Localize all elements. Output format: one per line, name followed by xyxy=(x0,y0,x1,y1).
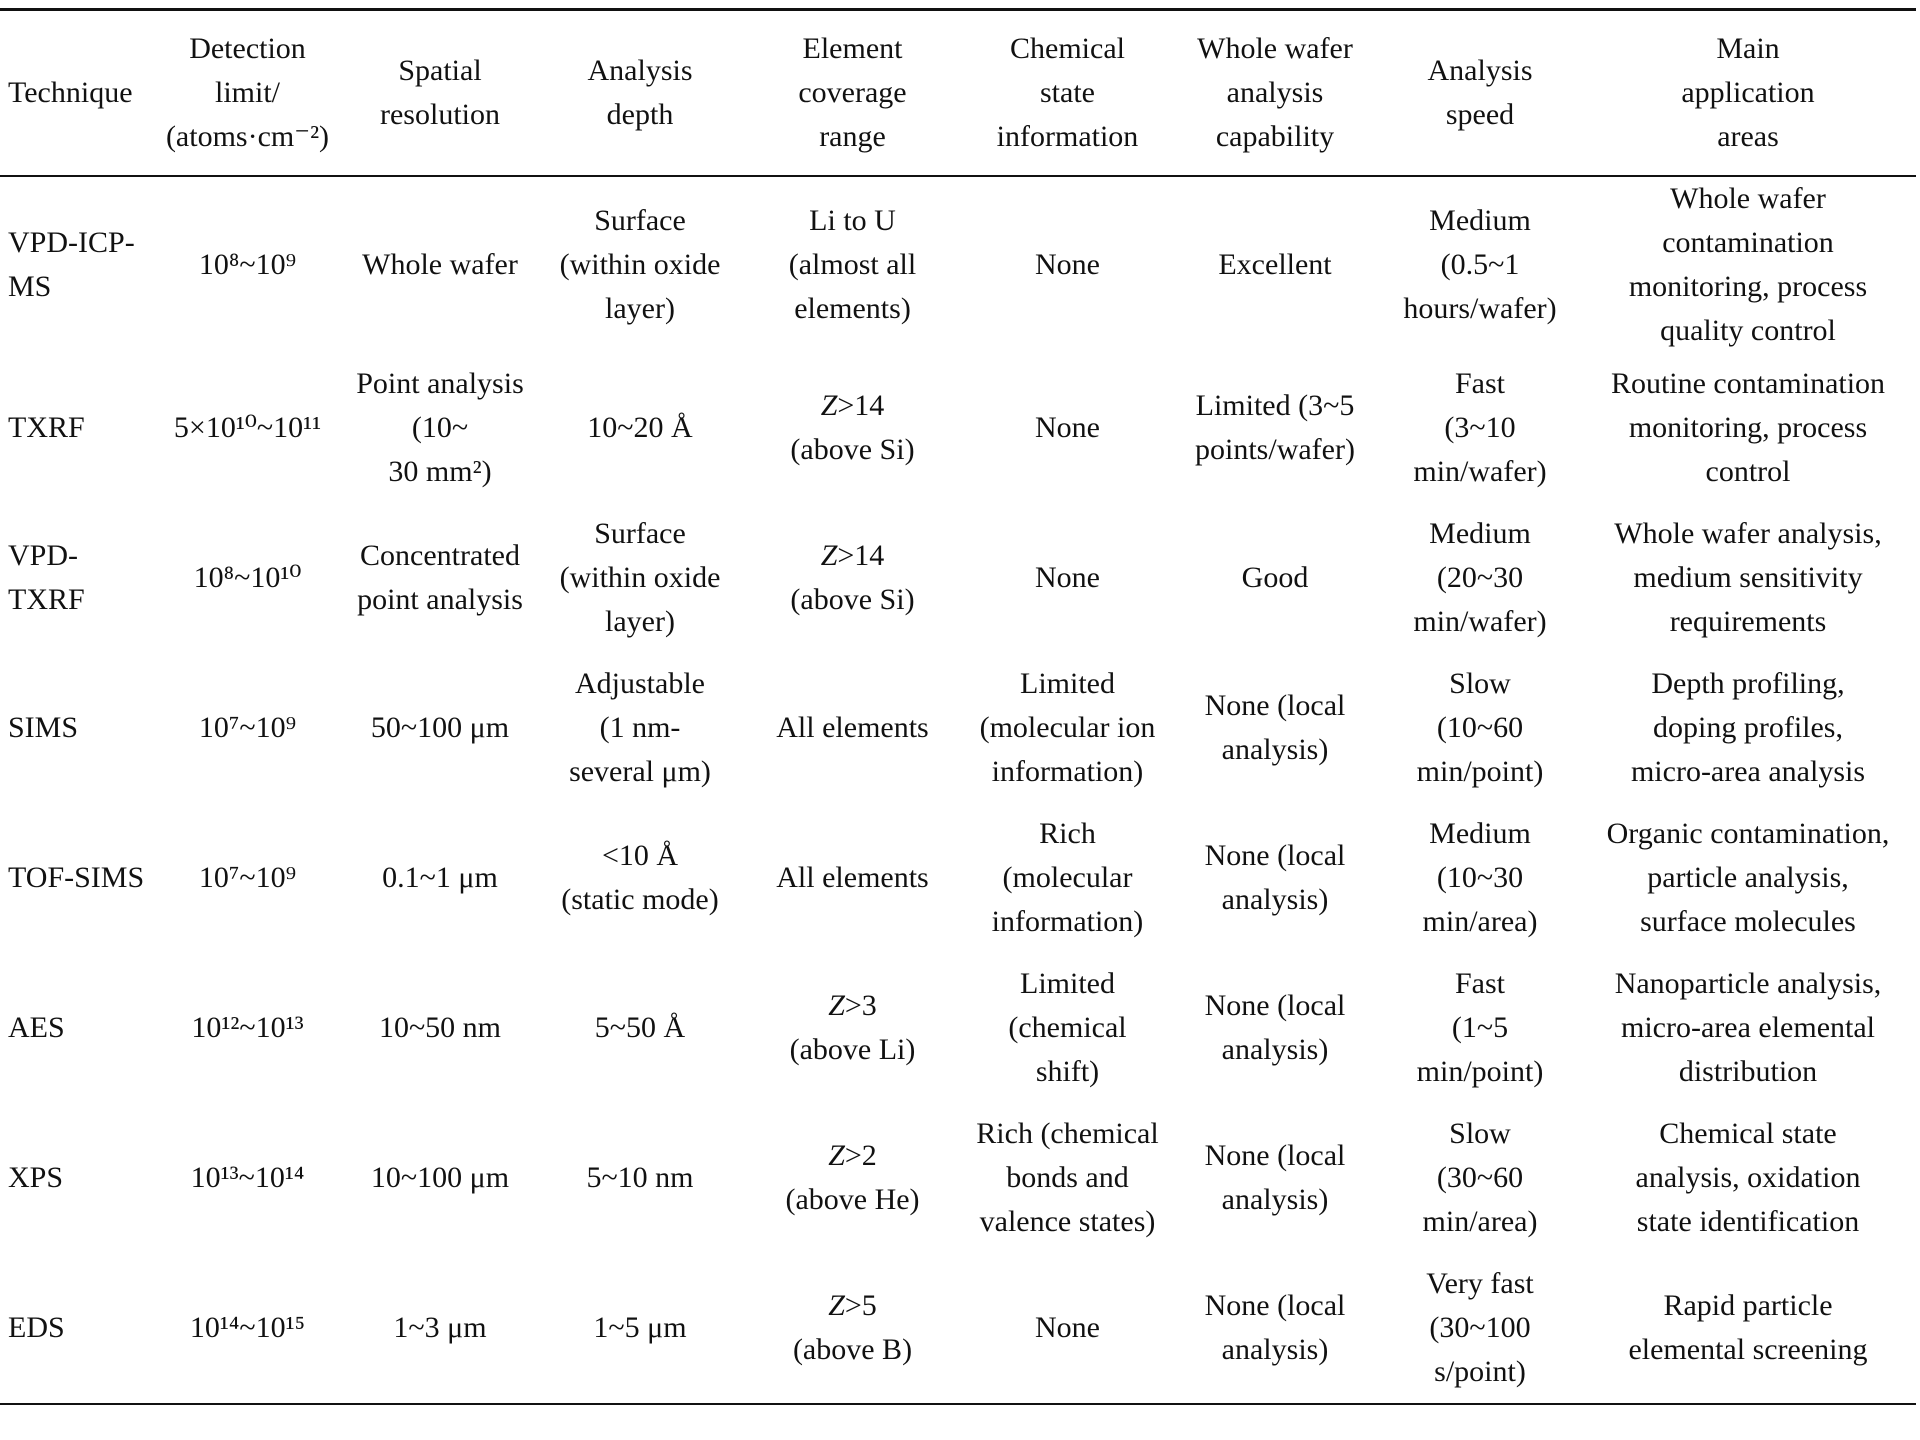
header-line: (atoms·cm⁻²) xyxy=(165,120,330,153)
header-line: range xyxy=(819,120,886,153)
cell-line: (3~10 xyxy=(1444,411,1516,444)
header-line: analysis xyxy=(1226,76,1324,109)
cell-line: (above B) xyxy=(792,1333,913,1366)
header-applications xyxy=(1580,10,1916,177)
cell-line: micro-area analysis xyxy=(1630,755,1866,788)
header-whole-wafer xyxy=(1170,10,1380,177)
cell-detection-limit xyxy=(155,653,340,803)
cell-line: elemental screening xyxy=(1628,1333,1868,1366)
cell-element-coverage xyxy=(740,953,965,1103)
cell-technique xyxy=(0,353,155,503)
cell-line: VPD-ICP- xyxy=(8,226,135,259)
cell-applications xyxy=(1580,1253,1916,1404)
cell-applications xyxy=(1580,176,1916,353)
cell-line: min/wafer) xyxy=(1413,455,1547,488)
cell-line: (10~30 xyxy=(1436,861,1524,894)
cell-line: analysis) xyxy=(1221,1033,1329,1066)
header-chemical-state xyxy=(965,10,1170,177)
cell-detection-limit xyxy=(155,353,340,503)
header-analysis-speed xyxy=(1380,10,1580,177)
cell-whole-wafer xyxy=(1170,1253,1380,1404)
technique-comparison-table xyxy=(0,8,1916,1405)
cell-line: shift) xyxy=(1035,1055,1100,1088)
cell-line: Whole wafer xyxy=(362,248,518,281)
header-line: information xyxy=(996,120,1139,153)
cell-line: elements) xyxy=(794,292,911,325)
cell-technique xyxy=(0,803,155,953)
cell-line: (1 nm- xyxy=(599,711,681,744)
cell-line: Depth profiling, xyxy=(1651,667,1845,700)
cell-technique xyxy=(0,953,155,1103)
cell-line: Nanoparticle analysis, xyxy=(1614,967,1882,1000)
cell-line: None xyxy=(1035,561,1100,594)
cell-analysis-depth xyxy=(540,176,740,353)
cell-line: Rich (chemical xyxy=(976,1117,1159,1150)
cell-line: (1~5 xyxy=(1451,1011,1509,1044)
cell-line: Whole wafer xyxy=(1670,182,1826,215)
cell-line: Z>3 xyxy=(828,989,877,1022)
header-line: application xyxy=(1681,76,1815,109)
cell-whole-wafer xyxy=(1170,953,1380,1103)
cell-line: Rapid particle xyxy=(1663,1289,1833,1322)
cell-line: None (local xyxy=(1204,839,1346,872)
cell-analysis-depth xyxy=(540,503,740,653)
cell-analysis-speed xyxy=(1380,176,1580,353)
cell-line: layer) xyxy=(605,292,675,325)
cell-line: micro-area elemental xyxy=(1620,1011,1875,1044)
header-line: limit/ xyxy=(214,76,280,109)
cell-technique xyxy=(0,176,155,353)
cell-line: bonds and xyxy=(1006,1161,1129,1194)
table-header xyxy=(0,10,1916,177)
cell-line: Limited xyxy=(1020,667,1115,700)
cell-line: (molecular xyxy=(1002,861,1133,894)
cell-line: Surface xyxy=(594,204,686,237)
cell-line: (30~100 xyxy=(1429,1311,1531,1344)
cell-chemical-state xyxy=(965,353,1170,503)
cell-line: SIMS xyxy=(8,711,79,744)
cell-line: particle analysis, xyxy=(1647,861,1849,894)
cell-whole-wafer xyxy=(1170,353,1380,503)
cell-chemical-state xyxy=(965,803,1170,953)
cell-line: point analysis xyxy=(357,583,523,616)
cell-whole-wafer xyxy=(1170,803,1380,953)
cell-spatial-resolution xyxy=(340,1103,540,1253)
cell-applications xyxy=(1580,953,1916,1103)
header-line: Element xyxy=(802,32,903,65)
cell-line: Medium xyxy=(1429,204,1531,237)
cell-line: Routine contamination xyxy=(1610,367,1886,400)
table-row xyxy=(0,653,1916,803)
cell-line: Z>2 xyxy=(828,1139,877,1172)
header-line: Spatial xyxy=(398,54,482,87)
cell-line: min/area) xyxy=(1422,905,1538,938)
cell-line: 30 mm²) xyxy=(388,455,492,488)
header-line: coverage xyxy=(798,76,907,109)
cell-line: Chemical state xyxy=(1659,1117,1837,1150)
cell-line: (above Si) xyxy=(790,433,915,466)
cell-line: (above Li) xyxy=(789,1033,916,1066)
cell-line: 10⁷~10⁹ xyxy=(198,861,297,894)
cell-line: Limited xyxy=(1020,967,1115,1000)
cell-element-coverage xyxy=(740,803,965,953)
cell-line: Fast xyxy=(1454,367,1505,400)
cell-line: (within oxide xyxy=(559,248,721,281)
cell-line: min/wafer) xyxy=(1413,605,1547,638)
cell-line: TOF-SIMS xyxy=(8,861,145,894)
table-row xyxy=(0,803,1916,953)
cell-line: 50~100 μm xyxy=(370,711,510,744)
cell-line: valence states) xyxy=(979,1205,1156,1238)
cell-line: requirements xyxy=(1669,605,1827,638)
cell-line: doping profiles, xyxy=(1653,711,1843,744)
cell-element-coverage xyxy=(740,503,965,653)
cell-line: control xyxy=(1705,455,1791,488)
cell-analysis-depth xyxy=(540,653,740,803)
cell-line: (0.5~1 xyxy=(1440,248,1520,281)
cell-line: information) xyxy=(991,755,1144,788)
header-line: areas xyxy=(1717,120,1779,153)
cell-line: Medium xyxy=(1429,517,1531,550)
cell-analysis-speed xyxy=(1380,803,1580,953)
cell-detection-limit xyxy=(155,953,340,1103)
cell-line: Whole wafer analysis, xyxy=(1614,517,1882,550)
cell-line: information) xyxy=(991,905,1144,938)
cell-applications xyxy=(1580,803,1916,953)
cell-line: Z>5 xyxy=(828,1289,877,1322)
cell-line: hours/wafer) xyxy=(1403,292,1557,325)
header-line: state xyxy=(1040,76,1095,109)
cell-technique xyxy=(0,1253,155,1404)
cell-line: Good xyxy=(1241,561,1309,594)
cell-line: Limited (3~5 xyxy=(1195,389,1355,422)
cell-applications xyxy=(1580,653,1916,803)
cell-line: several μm) xyxy=(569,755,711,788)
cell-element-coverage xyxy=(740,653,965,803)
cell-whole-wafer xyxy=(1170,653,1380,803)
cell-whole-wafer xyxy=(1170,176,1380,353)
header-line: speed xyxy=(1445,98,1515,131)
table-row xyxy=(0,1253,1916,1404)
cell-line: Slow xyxy=(1449,1117,1511,1150)
cell-analysis-depth xyxy=(540,1103,740,1253)
cell-analysis-speed xyxy=(1380,353,1580,503)
cell-line: Concentrated xyxy=(360,539,520,572)
cell-line: (10~60 xyxy=(1436,711,1524,744)
cell-line: VPD-TXRF xyxy=(8,539,85,616)
cell-applications xyxy=(1580,1103,1916,1253)
header-line: depth xyxy=(606,98,674,131)
cell-analysis-depth xyxy=(540,353,740,503)
cell-line: (30~60 xyxy=(1436,1161,1524,1194)
cell-line: Surface xyxy=(594,517,686,550)
cell-element-coverage xyxy=(740,176,965,353)
table-body xyxy=(0,176,1916,1404)
header-line: Chemical xyxy=(1010,32,1125,65)
cell-spatial-resolution xyxy=(340,653,540,803)
cell-chemical-state xyxy=(965,1103,1170,1253)
cell-line: TXRF xyxy=(8,411,85,444)
cell-spatial-resolution xyxy=(340,803,540,953)
cell-line: (above He) xyxy=(785,1183,920,1216)
cell-line: analysis) xyxy=(1221,733,1329,766)
cell-line: analysis, oxidation xyxy=(1635,1161,1861,1194)
cell-line: state identification xyxy=(1636,1205,1860,1238)
cell-line: monitoring, process xyxy=(1628,411,1868,444)
header-row xyxy=(0,10,1916,177)
cell-element-coverage xyxy=(740,353,965,503)
cell-line: AES xyxy=(8,1011,65,1044)
cell-line: MS xyxy=(8,270,52,303)
cell-line: 5×10¹⁰~10¹¹ xyxy=(173,411,322,444)
cell-spatial-resolution xyxy=(340,953,540,1103)
cell-chemical-state xyxy=(965,653,1170,803)
cell-line: Point analysis xyxy=(356,367,524,400)
cell-detection-limit xyxy=(155,1253,340,1404)
header-line: resolution xyxy=(380,98,500,131)
cell-line: Slow xyxy=(1449,667,1511,700)
cell-line: None (local xyxy=(1204,1139,1346,1172)
cell-line: s/point) xyxy=(1434,1355,1526,1388)
cell-line: 10¹⁴~10¹⁵ xyxy=(189,1311,306,1344)
cell-technique xyxy=(0,503,155,653)
cell-line: monitoring, process xyxy=(1628,270,1868,303)
cell-spatial-resolution xyxy=(340,503,540,653)
cell-line: (above Si) xyxy=(790,583,915,616)
cell-line: Medium xyxy=(1429,817,1531,850)
cell-line: XPS xyxy=(8,1161,64,1194)
cell-detection-limit xyxy=(155,176,340,353)
cell-line: contamination xyxy=(1662,226,1834,259)
cell-line: Rich xyxy=(1039,817,1096,850)
cell-line: 10⁸~10¹⁰ xyxy=(193,561,302,594)
cell-analysis-speed xyxy=(1380,953,1580,1103)
table-row xyxy=(0,953,1916,1103)
cell-whole-wafer xyxy=(1170,503,1380,653)
header-line: Detection xyxy=(189,32,306,65)
cell-line: Excellent xyxy=(1218,248,1332,281)
table-row xyxy=(0,176,1916,353)
header-element-coverage xyxy=(740,10,965,177)
cell-analysis-depth xyxy=(540,953,740,1103)
cell-chemical-state xyxy=(965,1253,1170,1404)
cell-applications xyxy=(1580,503,1916,653)
cell-line: 10¹³~10¹⁴ xyxy=(190,1161,305,1194)
cell-line: Z>14 xyxy=(820,389,885,422)
cell-line: 5~10 nm xyxy=(586,1161,694,1194)
cell-line: surface molecules xyxy=(1640,905,1856,938)
cell-analysis-speed xyxy=(1380,1103,1580,1253)
cell-line: (10~ xyxy=(411,411,469,444)
cell-chemical-state xyxy=(965,953,1170,1103)
cell-line: 10~50 nm xyxy=(378,1011,502,1044)
cell-spatial-resolution xyxy=(340,1253,540,1404)
header-line: capability xyxy=(1215,120,1335,153)
cell-detection-limit xyxy=(155,503,340,653)
header-technique xyxy=(0,10,155,177)
cell-line: None (local xyxy=(1204,1289,1346,1322)
cell-element-coverage xyxy=(740,1253,965,1404)
cell-line: Fast xyxy=(1454,967,1505,1000)
cell-line: 0.1~1 μm xyxy=(382,861,498,894)
cell-element-coverage xyxy=(740,1103,965,1253)
header-line: Whole wafer xyxy=(1197,32,1353,65)
table-row xyxy=(0,1103,1916,1253)
header-detection-limit xyxy=(155,10,340,177)
cell-line: 10~100 μm xyxy=(370,1161,510,1194)
cell-analysis-speed xyxy=(1380,1253,1580,1404)
header-line: Analysis xyxy=(1427,54,1533,87)
header-line: Technique xyxy=(8,76,133,109)
cell-line: min/point) xyxy=(1416,1055,1544,1088)
cell-detection-limit xyxy=(155,803,340,953)
cell-line: Z>14 xyxy=(820,539,885,572)
cell-line: All elements xyxy=(776,711,929,744)
cell-line: analysis) xyxy=(1221,883,1329,916)
cell-line: Adjustable xyxy=(575,667,705,700)
cell-line: 1~3 μm xyxy=(393,1311,487,1344)
cell-line: quality control xyxy=(1660,314,1836,347)
cell-line: distribution xyxy=(1678,1055,1818,1088)
cell-line: Very fast xyxy=(1426,1267,1534,1300)
cell-chemical-state xyxy=(965,176,1170,353)
cell-line: All elements xyxy=(776,861,929,894)
header-line: Main xyxy=(1716,32,1780,65)
cell-line: Li to U xyxy=(809,204,896,237)
cell-analysis-depth xyxy=(540,1253,740,1404)
cell-line: 10¹²~10¹³ xyxy=(191,1011,304,1044)
cell-line: None xyxy=(1035,411,1100,444)
cell-line: medium sensitivity xyxy=(1633,561,1863,594)
cell-line: 10⁸~10⁹ xyxy=(198,248,297,281)
cell-line: None (local xyxy=(1204,989,1346,1022)
cell-line: min/point) xyxy=(1416,755,1544,788)
cell-spatial-resolution xyxy=(340,176,540,353)
cell-line: <10 Å xyxy=(601,839,679,872)
cell-line: (static mode) xyxy=(561,883,719,916)
cell-line: 10~20 Å xyxy=(587,411,693,444)
cell-detection-limit xyxy=(155,1103,340,1253)
cell-line: 1~5 μm xyxy=(593,1311,687,1344)
cell-line: (almost all xyxy=(788,248,917,281)
cell-spatial-resolution xyxy=(340,353,540,503)
cell-line: (molecular ion xyxy=(979,711,1156,744)
header-analysis-depth xyxy=(540,10,740,177)
cell-line: (chemical xyxy=(1008,1011,1127,1044)
cell-line: EDS xyxy=(8,1311,65,1344)
cell-line: analysis) xyxy=(1221,1183,1329,1216)
header-line: Analysis xyxy=(587,54,693,87)
cell-line: None xyxy=(1035,1311,1100,1344)
cell-line: min/area) xyxy=(1422,1205,1538,1238)
cell-line: 5~50 Å xyxy=(594,1011,686,1044)
cell-line: None (local xyxy=(1204,689,1346,722)
cell-line: None xyxy=(1035,248,1100,281)
table-row xyxy=(0,503,1916,653)
cell-line: Organic contamination, xyxy=(1606,817,1890,850)
table-row xyxy=(0,353,1916,503)
cell-line: points/wafer) xyxy=(1195,433,1355,466)
cell-analysis-speed xyxy=(1380,653,1580,803)
cell-analysis-depth xyxy=(540,803,740,953)
cell-line: layer) xyxy=(605,605,675,638)
header-spatial-resolution xyxy=(340,10,540,177)
cell-line: (within oxide xyxy=(559,561,721,594)
cell-applications xyxy=(1580,353,1916,503)
cell-analysis-speed xyxy=(1380,503,1580,653)
cell-whole-wafer xyxy=(1170,1103,1380,1253)
cell-technique xyxy=(0,1103,155,1253)
cell-chemical-state xyxy=(965,503,1170,653)
cell-line: analysis) xyxy=(1221,1333,1329,1366)
cell-technique xyxy=(0,653,155,803)
cell-line: (20~30 xyxy=(1436,561,1524,594)
cell-line: 10⁷~10⁹ xyxy=(198,711,297,744)
